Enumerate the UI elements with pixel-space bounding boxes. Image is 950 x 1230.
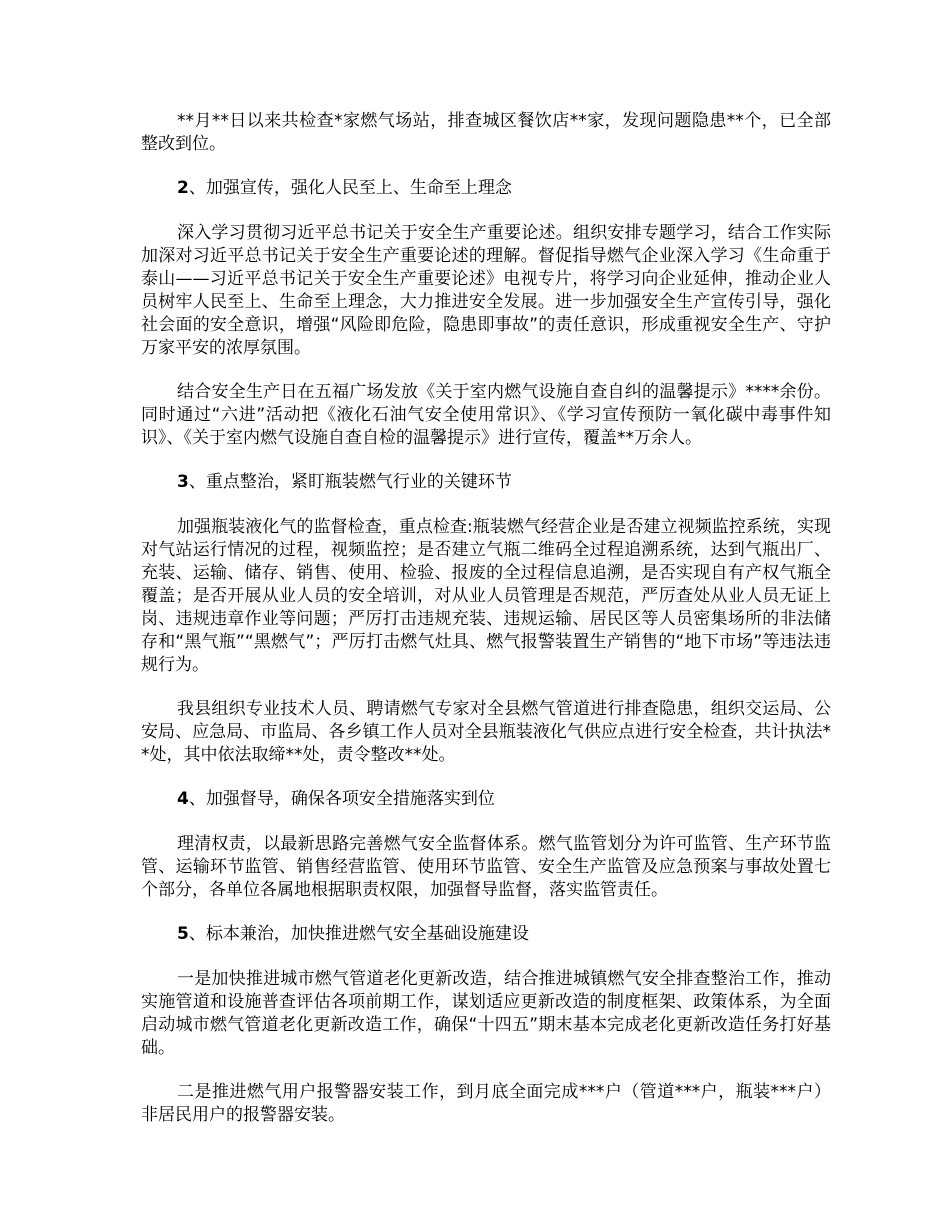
paragraph-supervision-system: 理清权责，以最新思路完善燃气安全监督体系。燃气监管划分为许可监管、生产环节监管、运输环节监管、销售经营监管、使用环节监管、安全生产监管及应急预案与事故处置七个部分，各单位各属地根据职责权限，加强督导监督，落实监管责任。 <box>141 834 831 900</box>
paragraph-inspection-summary: **月**日以来共检查*家燃气场站，排查城区餐饮店**家，发现问题隐患**个，已全部整改到位。 <box>141 111 831 154</box>
section-heading-3 <box>141 471 831 494</box>
paragraph-alarm-installation: 二是推进燃气用户报警器安装工作，到月底全面完成***户（管道***户，瓶装***户）非居民用户的报警器安装。 <box>141 1082 831 1125</box>
section-number: 4 <box>177 789 189 809</box>
section-title: 、加强宣传，强化人民至上、生命至上理念 <box>188 178 512 198</box>
document-body <box>141 110 831 1148</box>
section-heading-2 <box>141 177 831 200</box>
section-heading-4 <box>141 788 831 811</box>
section-number: 3 <box>177 472 189 492</box>
paragraph-pipeline-renovation: 一是加快推进城市燃气管道老化更新改造，结合推进城镇燃气安全排查整治工作，推动实施管道和设施普查评估各项前期工作，谋划适应更新改造的制度框架、政策体系，为全面启动城市燃气管道老化更新改造工作，确保“十四五”期末基本完成老化更新改造任务打好基础。 <box>141 969 831 1058</box>
paragraph-bottled-gas-inspection: 加强瓶装液化气的监督检查，重点检查:瓶装燃气经营企业是否建立视频监控系统，实现对气站运行情况的过程，视频监控；是否建立气瓶二维码全过程追溯系统，达到气瓶出厂、充装、运输、储存、销售、使用、检验、报废的全过程信息追溯，是否实现自有产权气瓶全覆盖；是否开展从业人员的安全培训，对从业人员管理是否规范，严厉查处从业人员无证上岗、违规违章作业等问题；严厉打击违规充装、违规运输、居民区等人员密集场所的非法储存和“黑气瓶”“黑燃气”；严厉打击燃气灶具、燃气报警装置生产销售的“地下市场”等违法违规行为。 <box>141 517 831 675</box>
paragraph-safety-day: 结合安全生产日在五福广场发放《关于室内燃气设施自查自纠的温馨提示》****余份。同时通过“六进”活动把《液化石油气安全使用常识》、《学习宣传预防一氧化碳中毒事件知识》、《关于室内燃气设施自查自检的温馨提示》进行宣传，覆盖**万余人。 <box>141 382 831 448</box>
paragraph-county-inspection: 我县组织专业技术人员、聘请燃气专家对全县燃气管道进行排查隐患，组织交运局、公安局、应急局、市监局、各乡镇工作人员对全县瓶装液化气供应点进行安全检查，共计执法**处，其中依法取缔**处，责令整改**处。 <box>141 699 831 765</box>
section-title: 、标本兼治，加快推进燃气安全基础设施建设 <box>188 924 529 944</box>
section-title: 、重点整治，紧盯瓶装燃气行业的关键环节 <box>188 472 512 492</box>
section-number: 5 <box>177 924 189 944</box>
section-heading-5 <box>141 923 831 946</box>
paragraph-study-safety: 深入学习贯彻习近平总书记关于安全生产重要论述。组织安排专题学习，结合工作实际加深对习近平总书记关于安全生产重要论述的理解。督促指导燃气企业深入学习《生命重于泰山——习近平总书记关于安全生产重要论述》电视专片，将学习向企业延伸，推动企业人员树牢人民至上、生命至上理念，大力推进安全发展。进一步加强安全生产宣传引导，强化社会面的安全意识，增强“风险即危险，隐患即事故”的责任意识，形成重视安全生产、守护万家平安的浓厚氛围。 <box>141 223 831 358</box>
section-title: 、加强督导，确保各项安全措施落实到位 <box>188 789 495 809</box>
section-number: 2 <box>177 178 189 198</box>
